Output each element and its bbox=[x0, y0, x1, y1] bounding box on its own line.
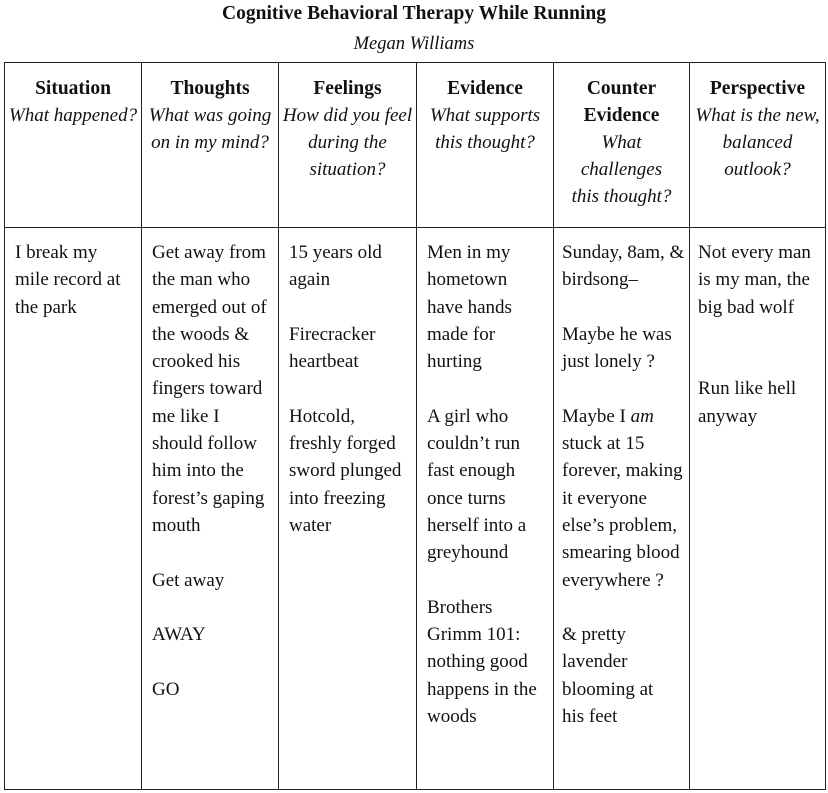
column-subheading: What happened? bbox=[8, 105, 138, 126]
cell-situation bbox=[5, 228, 142, 790]
header-counter-evidence bbox=[554, 63, 690, 228]
perspective-paragraph: Not every man is my man, the big bad wolf bbox=[698, 242, 811, 318]
cell-counter-evidence bbox=[554, 228, 690, 790]
situation-text: I break my mile record at the park bbox=[15, 242, 121, 318]
column-subheading: What is the new, balanced outlook? bbox=[695, 105, 820, 180]
header-thoughts bbox=[142, 63, 279, 228]
column-heading: Counter Evidence bbox=[583, 78, 660, 126]
counter-text: stuck at 15 forever, making it everyone else’s problem, smearing blood everywhere ? bbox=[562, 433, 683, 591]
feeling-paragraph: Firecracker heartbeat bbox=[289, 323, 376, 373]
thought-paragraph: AWAY bbox=[152, 624, 206, 646]
feeling-paragraph: Hotcold, freshly forged sword plunged into freezing water bbox=[289, 405, 402, 536]
cell-thoughts bbox=[142, 228, 279, 790]
evidence-paragraph: Brothers Grimm 101: nothing good happens in the woods bbox=[427, 596, 537, 728]
counter-paragraph bbox=[562, 403, 685, 594]
evidence-paragraph: Men in my hometown have hands made for hurting bbox=[427, 242, 512, 373]
thought-paragraph: GO bbox=[152, 678, 180, 700]
column-heading: Feelings bbox=[313, 78, 382, 99]
column-subheading: What challenges this thought? bbox=[571, 132, 672, 207]
counter-text: Maybe I bbox=[562, 405, 631, 427]
header-evidence bbox=[417, 63, 554, 228]
thought-paragraph: Get away bbox=[152, 569, 225, 591]
column-subheading: How did you feel during the situation? bbox=[282, 105, 413, 180]
thought-paragraph: Get away from the man who emerged out of the woods & crooked his fingers toward me like I should follow him into the forest’s gaping mouth bbox=[152, 242, 267, 536]
header-row bbox=[5, 63, 826, 228]
column-heading: Evidence bbox=[447, 78, 523, 99]
column-heading: Thoughts bbox=[170, 78, 250, 99]
author-name: Megan Williams bbox=[353, 34, 475, 54]
column-subheading: What supports this thought? bbox=[429, 105, 541, 153]
feeling-paragraph: 15 years old again bbox=[289, 242, 382, 291]
column-heading: Situation bbox=[35, 78, 111, 99]
perspective-paragraph: Run like hell anyway bbox=[698, 378, 797, 427]
document-title: Cognitive Behavioral Therapy While Running bbox=[222, 3, 606, 24]
header-situation bbox=[5, 63, 142, 228]
counter-paragraph: Maybe he was just lonely ? bbox=[562, 323, 672, 373]
cell-perspective bbox=[690, 228, 826, 790]
header-perspective bbox=[690, 63, 826, 228]
counter-paragraph: Sunday, 8am, & birdsong– bbox=[562, 242, 685, 291]
counter-paragraph: & pretty lavender blooming at his feet bbox=[562, 624, 654, 728]
cbt-table bbox=[4, 62, 826, 790]
counter-emphasis: am bbox=[630, 405, 654, 427]
header-feelings bbox=[279, 63, 417, 228]
column-subheading: What was going on in my mind? bbox=[148, 105, 272, 153]
cell-evidence bbox=[417, 228, 554, 790]
evidence-paragraph: A girl who couldn’t run fast enough once turns herself into a greyhound bbox=[427, 405, 527, 564]
table-row bbox=[5, 228, 826, 790]
column-heading: Perspective bbox=[709, 78, 806, 99]
cell-feelings bbox=[279, 228, 417, 790]
